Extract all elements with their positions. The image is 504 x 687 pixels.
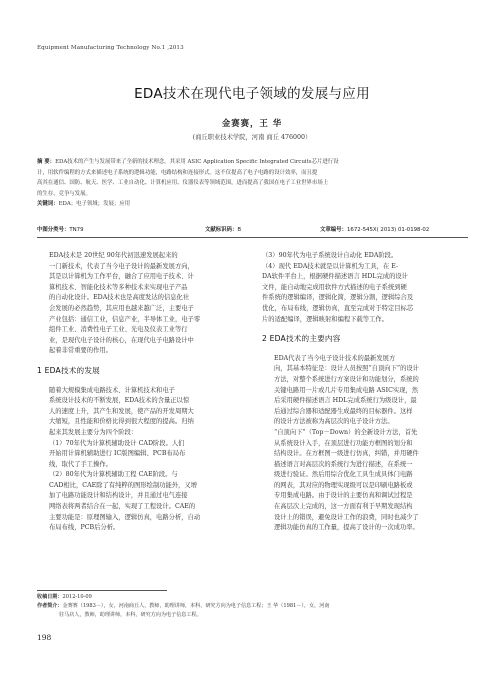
section-heading-2: 2 EDA技术的主要内容 <box>262 334 341 344</box>
article-number: 文章编号：1672-545X( 2013) 01-0198-02 <box>320 227 430 233</box>
keywords-line <box>37 199 467 210</box>
abstract-line: 计，用软件编程的方式来描述电子系统的逻辑功能，电路结构和连接形式。这不仅提高了电子电路的设计效率，而且提 <box>37 169 318 176</box>
author-bio: 作者简介：金赛赛（1983－），女，河南商丘人，教师，助理讲师，本科，研究方向为电子信息工程；王 华（1981－），女，河南 驻马店人，教师，助理讲师，本科，研究方向为电子信息工程。 <box>37 603 330 618</box>
abstract-block <box>37 157 467 210</box>
abstract-line: 高其在通信、国防、航天、医学、工业自动化、计算机应用、仪器仪表等领域范围，进而提高了我国在电子工业世界市场上 <box>37 180 329 186</box>
abstract-line: 的生存、竞争与发展。 <box>37 190 91 197</box>
header-divider <box>37 237 468 238</box>
stages-paragraph: （3）90年代为电子系统设计自动化 EDA阶段。 （4）现代 EDA技术就是以计算机为工具，在 E- DA软件平台上，根据硬件描述语言 HDL完成的设计 文件，能自动地完成用软件方式描述的电子系统到硬 件系统的逻辑编译，逻辑化简，逻辑分割，逻辑综合及 优化，布局布线，逻辑仿真，直至完成对于特定目标芯 片的适配编译，逻辑映射和编程下载等工作。 <box>262 252 414 323</box>
keywords-value: EDA；电子领域；发展；应用 <box>58 201 131 207</box>
keywords-label: 关键词： <box>37 201 59 207</box>
page-number: 198 <box>37 633 52 642</box>
abstract-line: 摘 要：EDA技术的产生与发展带来了全新的技术理念。其采用 ASIC Application Specific Integrated Circuits芯片进行设 <box>37 159 339 165</box>
footnote-divider <box>37 590 167 591</box>
clc-number: 中图分类号：TN79 <box>37 227 84 233</box>
article-title: EDA技术在现代电子领域的发展与应用 <box>134 86 370 102</box>
journal-header: Equipment Manufacturing Technology No.1 ,2013 <box>37 45 184 51</box>
received-date: 收稿日期：2012-10-09 <box>37 594 92 600</box>
right-column <box>262 251 468 534</box>
section2-paragraph: EDA代表了当今电子设计技术的最新发展方 向，其基本特征是：设计人员按照“自顶向下”的设计 方法，对整个系统进行方案设计和功能划分，系统的 关键电路用一片或几片专用集成电路 ASIC实现，然 后采用硬件描述语言 HDL完成系统行为级设计，最 后通过综合器和适配器生成最终的目标器件。这样 的设计方法被称为高层次的电子设计方法。 “自顶向下”（Top－Down）的全新设计方法，首先 从系统设计入手，在顶层进行功能方框图的划分和 结构设计。在方框图一级进行仿真，纠错，并用硬件 描述语言对高层次的系统行为进行描述，在系统一 级进行验证。然后用综合优化工具生成具体门电路 的网表，其对应的物理实现级可以是印刷电路板或 专用集成电路。由于设计的主要仿真和调试过程是 在高层次上完成的，这一方面有利于早期发现结构 设计上的错误，避免设计工作的浪费，同时也减少了 逻辑功能仿真的工作量，提高了设计的一次成功率。 <box>274 354 419 532</box>
left-column <box>37 251 243 534</box>
section-heading-1: 1 EDA技术的发展 <box>37 365 100 375</box>
authors: 金赛赛，王 华 <box>221 118 283 128</box>
section1-paragraph: 随着大规模集成电路技术、计算机技术和电子 系统设计技术的不断发展，EDA技术的含量正以惊 人的速度上升，其产生和发展，使产品的开发周期大 大缩短，且性能和价格比得到很大程度的提高。归纳 起来其发展主要分为四个阶段： （1）70年代为计算机辅助设计 CAD阶段。人们 开始用计算机辅助进行 IC版图编辑、PCB布局布 线，取代了手工操作。 （2）80年代为计算机辅助工程 CAE阶段。与 CAD相比，CAE除了有纯粹的图形绘制功能外，又增 加了电路功能设计和结构设计，并且通过电气连接 网络表将两者结合在一起，实现了工程设计。CAE的 主要功能是：原理图输入，逻辑仿真，电路分析，自动 布局布线，PCB后分析。 <box>49 386 201 532</box>
document-code: 文献标识码：B <box>205 227 242 233</box>
intro-paragraph: EDA技术是 20世纪 90年代初迅速发展起来的 一门新技术，代表了当今电子设计的最新发展方向， 其是以计算机为工作平台，融合了应用电子技术、计 算机技术、智能化技术等多种技术来实现电子产品 的自动化设计。EDA技术也是高度发达的信息化社 会发展的必然趋势，其应用也越来越广泛，主要电子 产业包括：通信工业，信息产业，半导体工业，电子零 组件工业、消费性电子工业、光电及仪表工业等行 业，是现代电子设计的核心，在现代电子电路设计中 起着非常重要的作用。 <box>49 252 201 355</box>
affiliation: (商丘职业技术学院，河南 商丘 476000） <box>192 134 312 141</box>
abstract-label: 摘 要： <box>37 159 56 165</box>
